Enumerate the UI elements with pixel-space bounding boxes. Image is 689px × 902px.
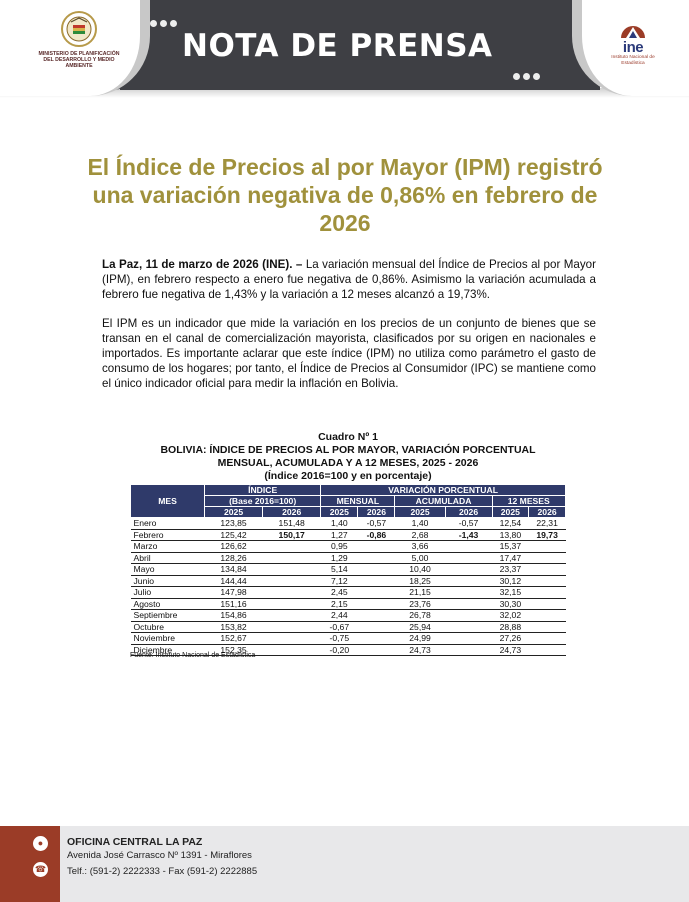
- ministry-seal-icon: [60, 10, 98, 48]
- cell: 2,68: [395, 529, 445, 541]
- cell: [529, 541, 566, 553]
- cell-month: Mayo: [131, 564, 205, 576]
- table-title-line-2: MENSUAL, ACUMULADA Y A 12 MESES, 2025 - 2026: [217, 457, 479, 469]
- cell-month: Enero: [131, 518, 205, 530]
- cell: 13,80: [492, 529, 529, 541]
- ine-wordmark: ine: [622, 39, 644, 56]
- press-title: El Índice de Precios al por Mayor (IPM) registró una variación negativa de 0,86% en febrero de 2026: [87, 154, 603, 236]
- cell: [445, 587, 492, 599]
- cell: [445, 541, 492, 553]
- cell: 30,30: [492, 598, 529, 610]
- cell: 126,62: [205, 541, 263, 553]
- cell-month: Diciembre: [131, 644, 205, 656]
- cell-month: Julio: [131, 587, 205, 599]
- table-row: [131, 552, 566, 564]
- footer: [0, 826, 689, 902]
- ministry-logo: [34, 10, 124, 69]
- header-year: 2025: [321, 507, 358, 518]
- cell: [263, 587, 321, 599]
- table-title-line-1: BOLIVIA: ÍNDICE DE PRECIOS AL POR MAYOR, VARIACIÓN PORCENTUAL: [160, 444, 536, 456]
- cell: 21,15: [395, 587, 445, 599]
- cell: 2,45: [321, 587, 358, 599]
- cell: 17,47: [492, 552, 529, 564]
- cell: [529, 564, 566, 576]
- cell: -0,75: [321, 633, 358, 645]
- cell: [529, 575, 566, 587]
- ine-logo: [600, 14, 666, 66]
- cell-month: Junio: [131, 575, 205, 587]
- table-row: [131, 518, 566, 530]
- table-source: Fuente: Instituto Nacional de Estadística: [130, 652, 256, 659]
- header-acumulada: ACUMULADA: [395, 496, 492, 507]
- cell: 7,12: [321, 575, 358, 587]
- cell: 32,15: [492, 587, 529, 599]
- cell: 24,73: [395, 644, 445, 656]
- cell: [263, 610, 321, 622]
- table-caption: [130, 431, 566, 483]
- phone-icon: ☎: [33, 862, 48, 877]
- cell: 15,37: [492, 541, 529, 553]
- cell: 5,14: [321, 564, 358, 576]
- cell: 24,99: [395, 633, 445, 645]
- cell-month: Septiembre: [131, 610, 205, 622]
- cell: 18,25: [395, 575, 445, 587]
- header-base: (Base 2016=100): [205, 496, 321, 507]
- cell-month: Noviembre: [131, 633, 205, 645]
- table-number: Cuadro Nº 1: [318, 431, 378, 443]
- header-year: 2026: [445, 507, 492, 518]
- cell: 123,85: [205, 518, 263, 530]
- cell: [445, 621, 492, 633]
- cell: 27,26: [492, 633, 529, 645]
- footer-address: Avenida José Carrasco Nº 1391 - Miraflores: [67, 850, 252, 861]
- cell: 5,00: [395, 552, 445, 564]
- dateline: La Paz, 11 de marzo de 2026 (INE). –: [102, 258, 303, 271]
- cell-month: Abril: [131, 552, 205, 564]
- table-title-line-3: (Índice 2016=100 y en porcentaje): [264, 470, 432, 482]
- cell-highlight: -0,86: [358, 529, 395, 541]
- cell: [529, 644, 566, 656]
- cell: 28,88: [492, 621, 529, 633]
- cell: 134,84: [205, 564, 263, 576]
- header-dots-top: [150, 20, 177, 27]
- cell: [358, 541, 395, 553]
- header-variacion: VARIACIÓN PORCENTUAL: [321, 485, 566, 496]
- cell-highlight: -1,43: [445, 529, 492, 541]
- cell: 125,42: [205, 529, 263, 541]
- header-mes: MES: [131, 485, 205, 518]
- cell: [358, 621, 395, 633]
- cell: 153,82: [205, 621, 263, 633]
- cell: [263, 541, 321, 553]
- cell: [263, 575, 321, 587]
- table-row: [131, 633, 566, 645]
- cell: -0,67: [321, 621, 358, 633]
- header-indice: ÍNDICE: [205, 485, 321, 496]
- ine-subtitle: Instituto Nacional de Estadística: [611, 55, 655, 66]
- paragraph-lead: [102, 257, 596, 302]
- cell: [529, 610, 566, 622]
- footer-phone: Telf.: (591-2) 2222333 - Fax (591-2) 2222885: [67, 866, 258, 877]
- cell: [263, 552, 321, 564]
- cell: [529, 633, 566, 645]
- cell: 151,48: [263, 518, 321, 530]
- table-row: [131, 598, 566, 610]
- header-year: 2026: [263, 507, 321, 518]
- cell: 144,44: [205, 575, 263, 587]
- cell: 32,02: [492, 610, 529, 622]
- cell: 24,73: [492, 644, 529, 656]
- cell: [263, 598, 321, 610]
- cell: 154,86: [205, 610, 263, 622]
- cell: 151,16: [205, 598, 263, 610]
- cell: 152,67: [205, 633, 263, 645]
- cell: 1,40: [321, 518, 358, 530]
- table-row: [131, 575, 566, 587]
- cell: 3,66: [395, 541, 445, 553]
- cell: [358, 587, 395, 599]
- cell: [445, 552, 492, 564]
- cell: 26,78: [395, 610, 445, 622]
- cell: 1,29: [321, 552, 358, 564]
- cell-month: Octubre: [131, 621, 205, 633]
- cell: [358, 610, 395, 622]
- header-year: 2025: [492, 507, 529, 518]
- cell: [358, 564, 395, 576]
- cell: [445, 598, 492, 610]
- header-dots-bottom: [513, 73, 540, 80]
- table-row: [131, 529, 566, 541]
- cell: [263, 621, 321, 633]
- cell: 147,98: [205, 587, 263, 599]
- cell-month: Febrero: [131, 529, 205, 541]
- cell: -0,57: [445, 518, 492, 530]
- cell: [263, 633, 321, 645]
- cell: 12,54: [492, 518, 529, 530]
- header: [0, 0, 689, 100]
- cell: [358, 598, 395, 610]
- cell-month: Marzo: [131, 541, 205, 553]
- footer-office-title: OFICINA CENTRAL LA PAZ: [67, 836, 203, 848]
- cell: 25,94: [395, 621, 445, 633]
- table-row: [131, 587, 566, 599]
- header-12-meses: 12 MESES: [492, 496, 566, 507]
- cell: [529, 552, 566, 564]
- cell: -0,20: [321, 644, 358, 656]
- ministry-logo-text: MINISTERIO DE PLANIFICACIÓN DEL DESARROLLO Y MEDIO AMBIENTE: [38, 51, 120, 69]
- cell: 2,15: [321, 598, 358, 610]
- footer-accent-bar: [0, 826, 60, 902]
- cell-month: Agosto: [131, 598, 205, 610]
- cell: [263, 644, 321, 656]
- header-title: NOTA DE PRENSA: [182, 28, 493, 64]
- header-year: 2026: [358, 507, 395, 518]
- cell: [445, 564, 492, 576]
- cell: 30,12: [492, 575, 529, 587]
- cell: [358, 633, 395, 645]
- cell: 0,95: [321, 541, 358, 553]
- cell: [445, 575, 492, 587]
- location-pin-icon: ●: [33, 836, 48, 851]
- cell: [529, 621, 566, 633]
- cell: [358, 644, 395, 656]
- header-year: 2026: [529, 507, 566, 518]
- cell: [263, 564, 321, 576]
- cell: 23,76: [395, 598, 445, 610]
- cell: 1,27: [321, 529, 358, 541]
- cell: 1,40: [395, 518, 445, 530]
- cell: 2,44: [321, 610, 358, 622]
- cell: -0,57: [358, 518, 395, 530]
- cell: 22,31: [529, 518, 566, 530]
- cell: 128,26: [205, 552, 263, 564]
- cell: [445, 610, 492, 622]
- cell: [529, 598, 566, 610]
- cell: [358, 552, 395, 564]
- table-row: [131, 564, 566, 576]
- header-year: 2025: [395, 507, 445, 518]
- ipm-table: [130, 484, 566, 656]
- table-row: [131, 610, 566, 622]
- cell-highlight: 150,17: [263, 529, 321, 541]
- table-row: [131, 621, 566, 633]
- cell: [358, 575, 395, 587]
- cell: 152,35: [205, 644, 263, 656]
- header-mensual: MENSUAL: [321, 496, 395, 507]
- ine-logo-icon: [618, 14, 648, 40]
- cell: [445, 633, 492, 645]
- paragraph-ipm-definition: El IPM es un indicador que mide la variación en los precios de un conjunto de bienes que se transan en el canal de comercialización mayorista, clasificados por su origen en nacionales e importados. Es importante aclarar que este índice (IPM) no utiliza como parámetro el gasto de consumo de los hogares; por tanto, el Índice de Precios al Consumidor (IPC) se mantiene como el único indicador oficial para medir la inflación en Bolivia.: [102, 317, 596, 390]
- cell: [445, 644, 492, 656]
- cell-highlight: 19,73: [529, 529, 566, 541]
- cell: 10,40: [395, 564, 445, 576]
- paragraph-lead-text: La variación mensual del Índice de Precios al por Mayor (IPM), en febrero respecto a enero fue negativa de 0,86%. Asimismo la variación acumulada a febrero fue negativa de 1,43% y la variación a 12 meses alcanzó a 19,73%.: [102, 258, 596, 301]
- header-year: 2025: [205, 507, 263, 518]
- cell: 23,37: [492, 564, 529, 576]
- table-row: [131, 541, 566, 553]
- cell: [529, 587, 566, 599]
